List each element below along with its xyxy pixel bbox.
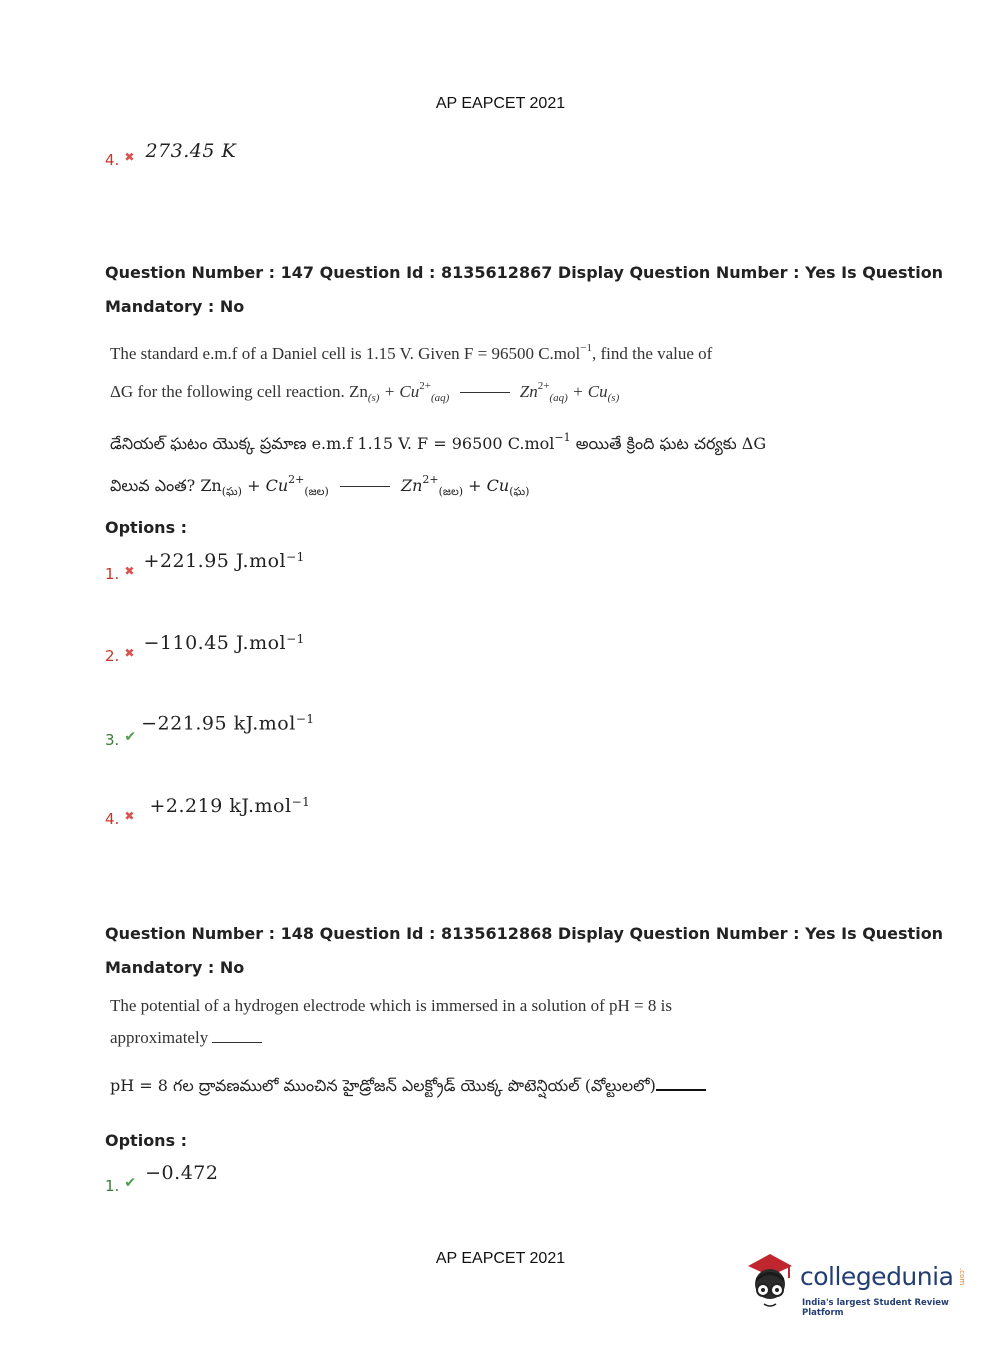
q147-te-line1-sup: −1 <box>554 431 571 444</box>
mascot-icon <box>740 1248 800 1318</box>
page-footer-title: AP EAPCET 2021 <box>435 1250 566 1267</box>
q147-te-line1-a: డేనియల్ ఘటం యొక్క ప్రమాణ e.m.f 1.15 V. F = 96500 C.mol <box>110 434 555 453</box>
q147-english-text: The standard e.m.f of a Daniel cell is 1.15 V. Given F = 96500 C.mol$^{-1}$, find the value of ΔG for the following cell reaction. $Zn_{(s)} + Cu^{2+}_{(aq)}$ $Zn^{2+}_{(aq)} + Cu_{(s)}$ <box>110 342 713 404</box>
prev-option-4 <box>105 140 237 169</box>
q148-te-line1: pH = 8 గల ద్రావణములో ముంచిన హైడ్రోజన్ ఎలక్ట్రోడ్ యొక్క పొటెన్షియల్ (వోల్టులలో) <box>110 1076 656 1095</box>
option-value: −221.95 kJ.mol <box>141 712 296 735</box>
q147-option-2 <box>105 632 305 666</box>
option-value: 273.45 K <box>145 140 237 162</box>
q147-option-4 <box>105 795 311 829</box>
wrong-mark-icon: ✖ <box>124 646 135 661</box>
wrong-mark-icon: ✖ <box>124 150 135 164</box>
logo-name: collegedunia <box>800 1262 954 1291</box>
q147-option-1 <box>105 550 305 584</box>
option-number: 1. <box>105 565 120 584</box>
q147-te-line1-b: అయితే క్రింది ఘట చర్యకు ΔG <box>570 434 767 453</box>
q147-en-line1-b: , find the value of <box>591 344 713 363</box>
q148-header <box>105 917 965 985</box>
reaction-arrow <box>460 392 510 393</box>
option-value: −0.472 <box>145 1162 219 1184</box>
page-header-title: AP EAPCET 2021 <box>435 95 566 112</box>
option-value: −110.45 J.mol <box>143 632 287 655</box>
q148-telugu-text <box>110 1068 910 1104</box>
answer-blank <box>212 1041 262 1043</box>
q147-te-line2-a: విలువ ఎంత? Zn <box>110 476 222 495</box>
q147-telugu-text: డేనియల్ ఘటం యొక్క ప్రమాణ e.m.f 1.15 V. F = 96500 C.mol$^{-1}$ అయితే క్రింది ఘట చర్యకు ΔG విలువ ఎంత? $Zn_{(ఘ)} + Cu^{2+}_{(జల)}$ $Zn^{2+}_{(జల)} + Cu_{(ఘ)}$ <box>110 431 767 498</box>
option-value-sup: −1 <box>291 795 311 809</box>
option-number: 4. <box>105 151 120 169</box>
q147-en-line2-a: ΔG for the following cell reaction. Zn <box>110 382 368 401</box>
option-number: 3. <box>105 731 120 750</box>
option-value-sup: −1 <box>295 712 315 726</box>
check-mark-icon: ✔ <box>124 729 137 746</box>
q147-header-line1: Question Number : 147 Question Id : 8135612867 Display Question Number : Yes Is Question <box>105 263 944 282</box>
q148-en-line1: The potential of a hydrogen electrode which is immersed in a solution of pH = 8 is <box>110 996 672 1015</box>
option-value-sup: −1 <box>286 632 305 646</box>
q147-option-3 <box>105 712 315 750</box>
q147-en-line1-a: The standard e.m.f of a Daniel cell is 1.15 V. Given F = 96500 C.mol <box>110 344 581 363</box>
collegedunia-logo <box>740 1248 970 1318</box>
option-value-sup: −1 <box>286 550 305 564</box>
q147-header-line2: Mandatory : No <box>105 297 245 316</box>
q148-option-1 <box>105 1162 219 1195</box>
option-value: +2.219 kJ.mol <box>149 795 292 818</box>
logo-tagline: India's largest Student Review Platform <box>802 1298 949 1318</box>
q148-header-line1: Question Number : 148 Question Id : 8135612868 Display Question Number : Yes Is Question <box>105 924 944 943</box>
check-mark-icon: ✔ <box>124 1175 137 1191</box>
q148-english-text <box>110 990 870 1054</box>
q147-en-line1-sup: −1 <box>580 342 592 354</box>
wrong-mark-icon: ✖ <box>124 809 135 824</box>
option-value: +221.95 J.mol <box>143 550 287 573</box>
q148-en-line2: approximately <box>110 1028 209 1047</box>
q147-options-label: Options : <box>105 518 188 537</box>
reaction-arrow <box>340 486 390 487</box>
wrong-mark-icon: ✖ <box>124 564 135 579</box>
q148-header-line2: Mandatory : No <box>105 958 245 977</box>
option-number: 2. <box>105 647 120 666</box>
option-number: 1. <box>105 1177 120 1195</box>
q148-options-label: Options : <box>105 1131 188 1150</box>
q147-header <box>105 256 965 324</box>
answer-blank <box>656 1088 706 1091</box>
option-number: 4. <box>105 810 120 829</box>
logo-suffix: .com <box>958 1268 966 1286</box>
